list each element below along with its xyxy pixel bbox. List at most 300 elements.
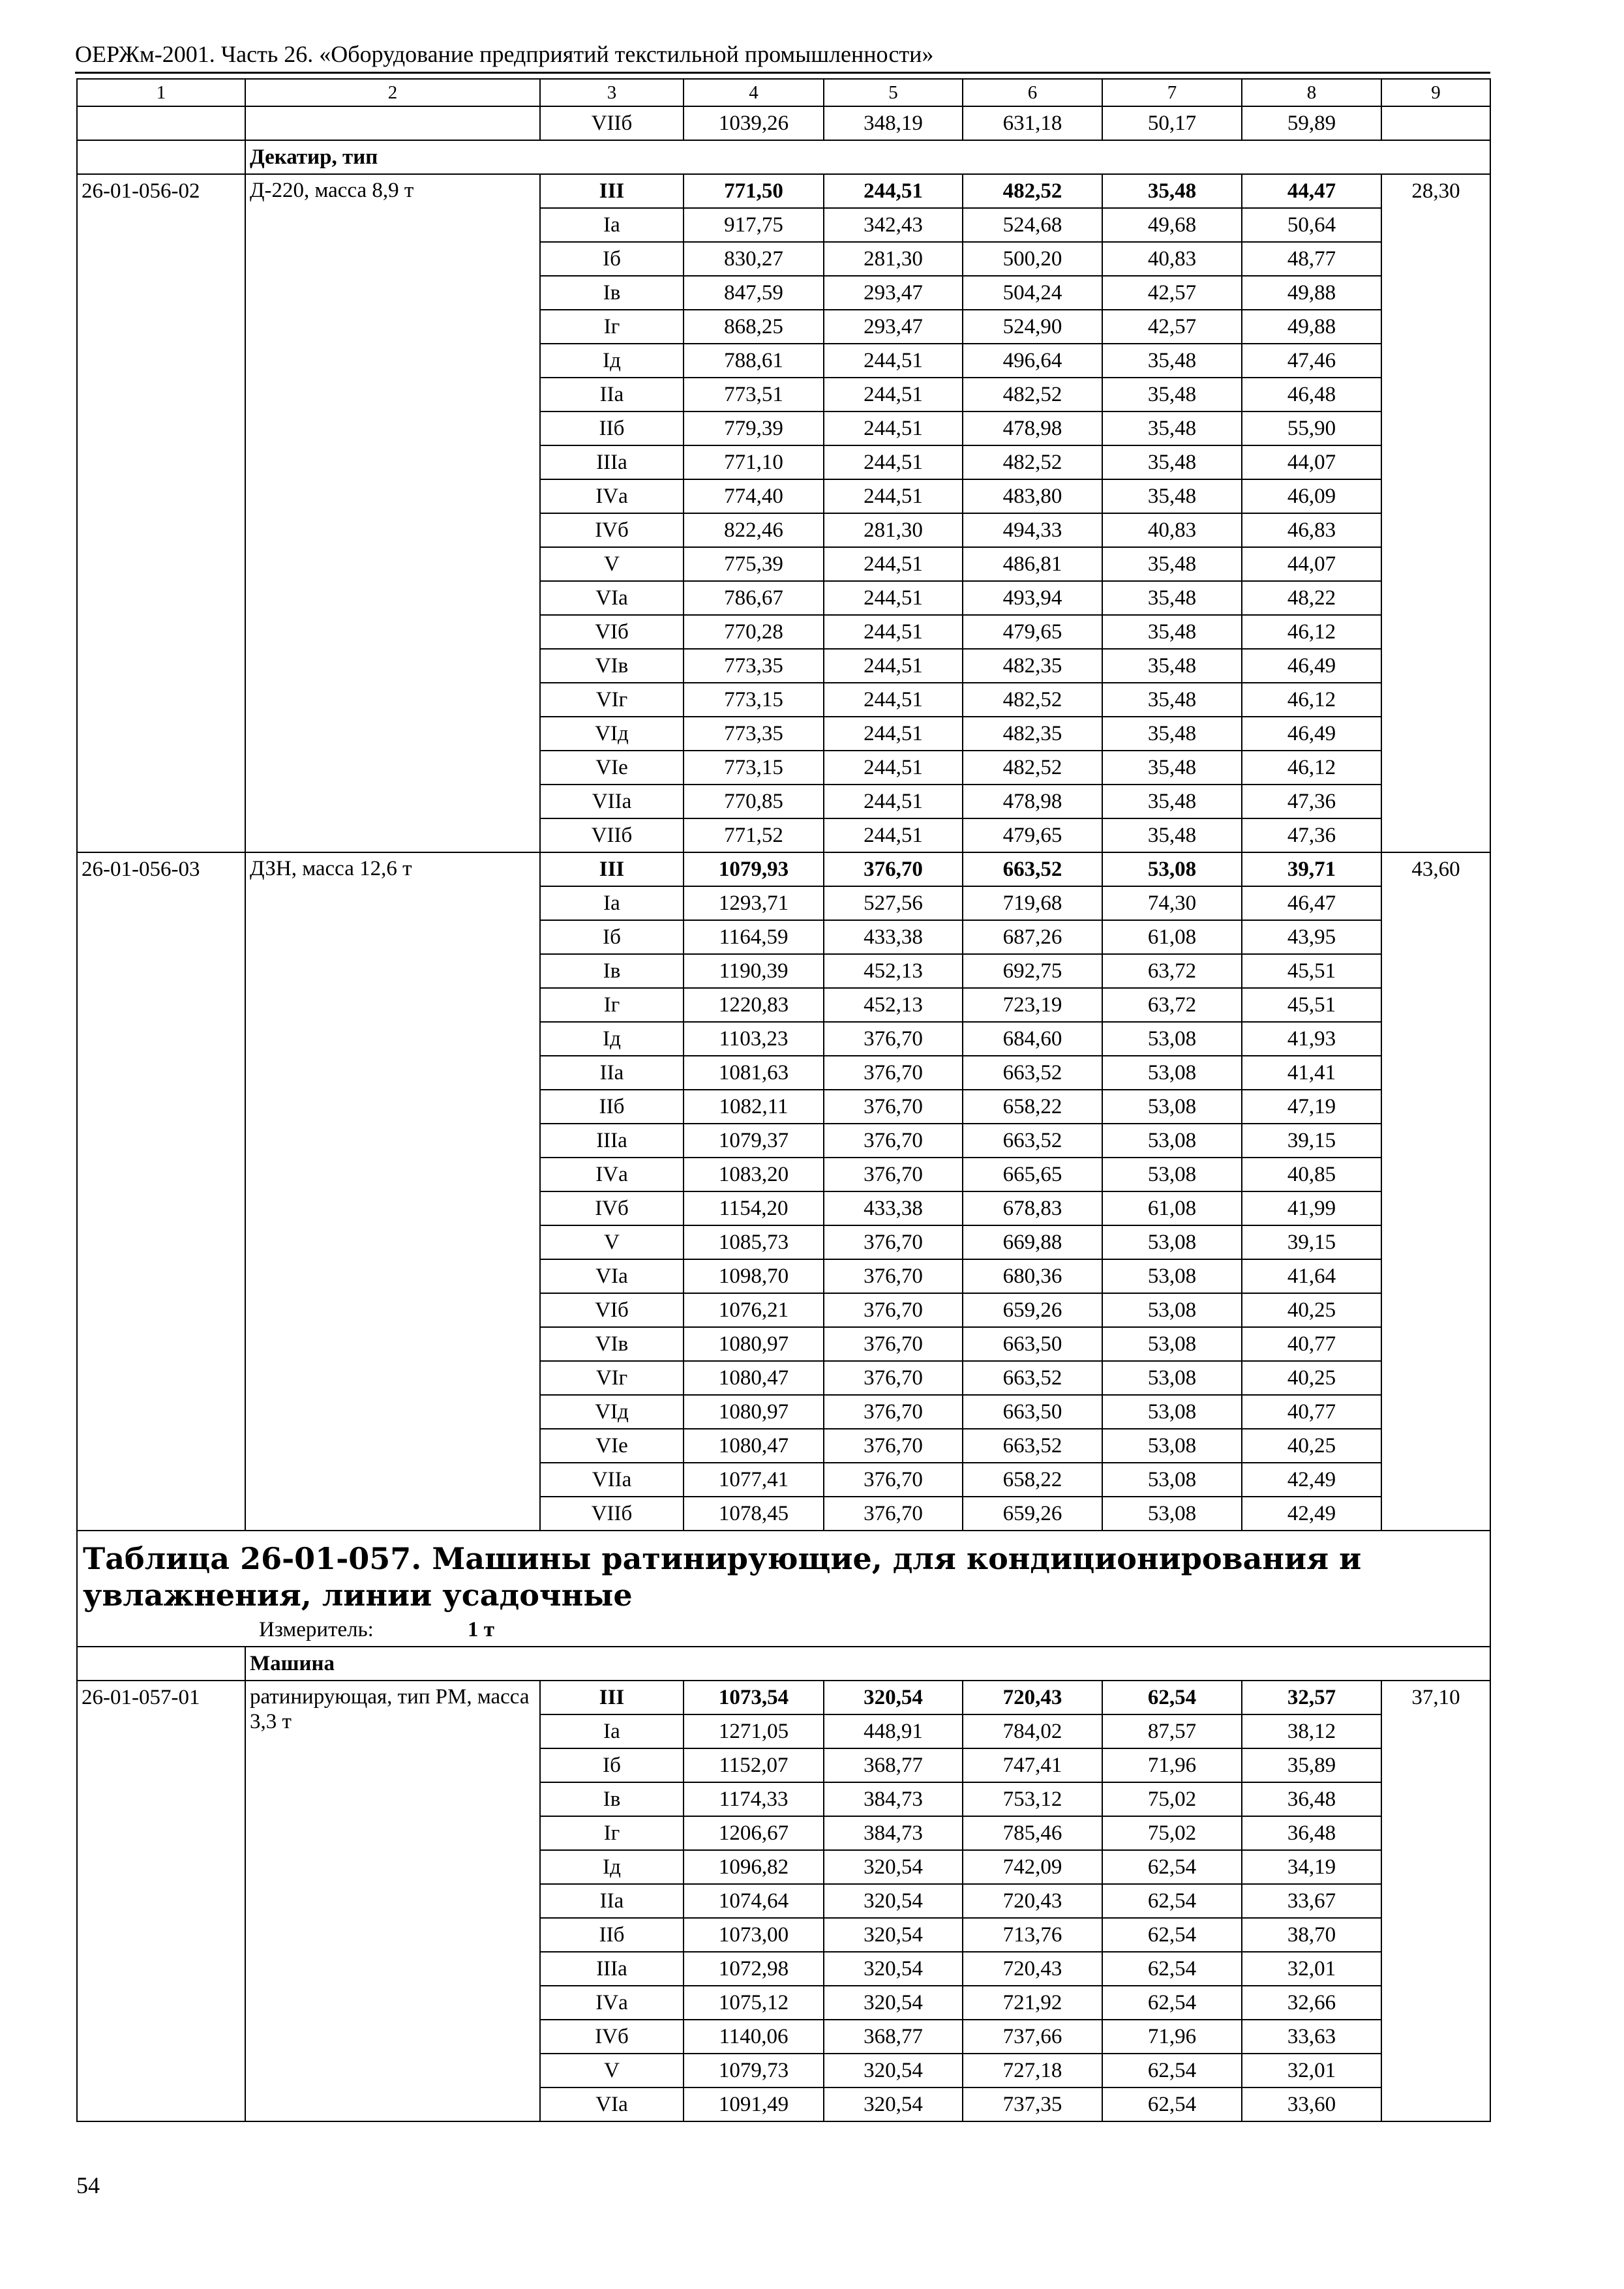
value-cell: 35,48 bbox=[1102, 785, 1242, 818]
value-cell: 680,36 bbox=[963, 1259, 1102, 1293]
value-cell: 39,71 bbox=[1242, 852, 1381, 886]
value-cell: 75,02 bbox=[1102, 1782, 1242, 1816]
value-cell: 47,36 bbox=[1242, 818, 1381, 852]
value-cell: 47,36 bbox=[1242, 785, 1381, 818]
value-cell: 320,54 bbox=[824, 1884, 963, 1918]
code-cell: 26-01-056-03 bbox=[77, 852, 245, 1531]
value-cell: 35,48 bbox=[1102, 174, 1242, 208]
value-cell: 44,07 bbox=[1242, 547, 1381, 581]
value-cell: 1076,21 bbox=[684, 1293, 824, 1327]
col9-cell: 37,10 bbox=[1381, 1681, 1490, 2121]
value-cell: 40,77 bbox=[1242, 1395, 1381, 1429]
table-row bbox=[77, 106, 1490, 140]
value-cell: 40,85 bbox=[1242, 1158, 1381, 1191]
value-cell: 244,51 bbox=[824, 174, 963, 208]
value-cell: 376,70 bbox=[824, 1293, 963, 1327]
value-cell: 723,19 bbox=[963, 988, 1102, 1022]
value-cell: 35,48 bbox=[1102, 751, 1242, 785]
value-cell: 384,73 bbox=[824, 1816, 963, 1850]
column-number: 3 bbox=[540, 79, 684, 106]
category-cell: III bbox=[540, 174, 684, 208]
value-cell: 527,56 bbox=[824, 886, 963, 920]
value-cell: 71,96 bbox=[1102, 2020, 1242, 2054]
value-cell: 452,13 bbox=[824, 954, 963, 988]
value-cell: 42,57 bbox=[1102, 276, 1242, 310]
category-cell: IVа bbox=[540, 1986, 684, 2020]
value-cell: 342,43 bbox=[824, 208, 963, 242]
value-cell: 663,50 bbox=[963, 1395, 1102, 1429]
category-cell: VIа bbox=[540, 2087, 684, 2121]
value-cell: 747,41 bbox=[963, 1748, 1102, 1782]
value-cell: 48,22 bbox=[1242, 581, 1381, 615]
value-cell: 40,83 bbox=[1102, 242, 1242, 276]
column-number: 6 bbox=[963, 79, 1102, 106]
blank-cell bbox=[245, 106, 540, 140]
value-cell: 62,54 bbox=[1102, 1884, 1242, 1918]
value-cell: 244,51 bbox=[824, 785, 963, 818]
value-cell: 293,47 bbox=[824, 276, 963, 310]
value-cell: 244,51 bbox=[824, 547, 963, 581]
value-cell: 479,65 bbox=[963, 615, 1102, 649]
col9-cell: 43,60 bbox=[1381, 852, 1490, 1531]
value-cell: 55,90 bbox=[1242, 411, 1381, 445]
value-cell: 1083,20 bbox=[684, 1158, 824, 1191]
table-row bbox=[77, 79, 1490, 106]
category-cell: Iб bbox=[540, 920, 684, 954]
value-cell: 53,08 bbox=[1102, 1056, 1242, 1090]
value-cell: 320,54 bbox=[824, 1681, 963, 1714]
value-cell: 482,52 bbox=[963, 174, 1102, 208]
value-cell: 53,08 bbox=[1102, 1259, 1242, 1293]
value-cell: 35,48 bbox=[1102, 547, 1242, 581]
value-cell: 47,46 bbox=[1242, 344, 1381, 378]
value-cell: 822,46 bbox=[684, 513, 824, 547]
value-cell: 1078,45 bbox=[684, 1497, 824, 1531]
value-cell: 784,02 bbox=[963, 1714, 1102, 1748]
value-cell: 663,52 bbox=[963, 1124, 1102, 1158]
value-cell: 40,25 bbox=[1242, 1361, 1381, 1395]
category-cell: IIIа bbox=[540, 1124, 684, 1158]
category-cell: Iб bbox=[540, 1748, 684, 1782]
value-cell: 1074,64 bbox=[684, 1884, 824, 1918]
value-cell: 1039,26 bbox=[684, 106, 824, 140]
value-cell: 1103,23 bbox=[684, 1022, 824, 1056]
value-cell: 33,67 bbox=[1242, 1884, 1381, 1918]
value-cell: 773,15 bbox=[684, 751, 824, 785]
value-cell: 348,19 bbox=[824, 106, 963, 140]
blank-cell bbox=[77, 140, 245, 174]
category-cell: Iа bbox=[540, 208, 684, 242]
column-number: 2 bbox=[245, 79, 540, 106]
value-cell: 775,39 bbox=[684, 547, 824, 581]
value-cell: 41,93 bbox=[1242, 1022, 1381, 1056]
value-cell: 35,48 bbox=[1102, 649, 1242, 683]
value-cell: 53,08 bbox=[1102, 1225, 1242, 1259]
value-cell: 35,48 bbox=[1102, 411, 1242, 445]
code-cell: 26-01-056-02 bbox=[77, 174, 245, 852]
value-cell: 779,39 bbox=[684, 411, 824, 445]
value-cell: 1075,12 bbox=[684, 1986, 824, 2020]
value-cell: 1073,00 bbox=[684, 1918, 824, 1952]
category-cell: VIг bbox=[540, 1361, 684, 1395]
column-number: 4 bbox=[684, 79, 824, 106]
value-cell: 40,25 bbox=[1242, 1293, 1381, 1327]
value-cell: 42,57 bbox=[1102, 310, 1242, 344]
value-cell: 482,52 bbox=[963, 751, 1102, 785]
category-cell: IIб bbox=[540, 411, 684, 445]
value-cell: 244,51 bbox=[824, 344, 963, 378]
category-cell: VIг bbox=[540, 683, 684, 717]
value-cell: 45,51 bbox=[1242, 954, 1381, 988]
value-cell: 320,54 bbox=[824, 1952, 963, 1986]
category-cell: Iг bbox=[540, 988, 684, 1022]
value-cell: 496,64 bbox=[963, 344, 1102, 378]
category-cell: Iд bbox=[540, 344, 684, 378]
table-row bbox=[77, 140, 1490, 174]
category-cell: IVб bbox=[540, 2020, 684, 2054]
value-cell: 43,95 bbox=[1242, 920, 1381, 954]
value-cell: 753,12 bbox=[963, 1782, 1102, 1816]
category-cell: IVа bbox=[540, 479, 684, 513]
category-cell: VIа bbox=[540, 581, 684, 615]
value-cell: 46,12 bbox=[1242, 751, 1381, 785]
category-cell: IIб bbox=[540, 1918, 684, 1952]
value-cell: 773,15 bbox=[684, 683, 824, 717]
value-cell: 281,30 bbox=[824, 242, 963, 276]
value-cell: 35,48 bbox=[1102, 378, 1242, 411]
value-cell: 41,99 bbox=[1242, 1191, 1381, 1225]
value-cell: 61,08 bbox=[1102, 1191, 1242, 1225]
category-cell: VIе bbox=[540, 1429, 684, 1463]
value-cell: 45,51 bbox=[1242, 988, 1381, 1022]
name-cell: Д-220, масса 8,9 т bbox=[245, 174, 540, 852]
value-cell: 320,54 bbox=[824, 1850, 963, 1884]
table-row bbox=[77, 852, 1490, 886]
category-cell: IIа bbox=[540, 1884, 684, 1918]
value-cell: 678,83 bbox=[963, 1191, 1102, 1225]
category-cell: IVб bbox=[540, 1191, 684, 1225]
value-cell: 53,08 bbox=[1102, 1022, 1242, 1056]
column-number: 5 bbox=[824, 79, 963, 106]
value-cell: 785,46 bbox=[963, 1816, 1102, 1850]
name-cell: ратинирующая, тип РМ, масса 3,3 т bbox=[245, 1681, 540, 2121]
value-cell: 32,01 bbox=[1242, 1952, 1381, 1986]
category-cell: IIа bbox=[540, 378, 684, 411]
value-cell: 719,68 bbox=[963, 886, 1102, 920]
value-cell: 478,98 bbox=[963, 785, 1102, 818]
value-cell: 721,92 bbox=[963, 1986, 1102, 2020]
category-cell: IIа bbox=[540, 1056, 684, 1090]
value-cell: 62,54 bbox=[1102, 1918, 1242, 1952]
value-cell: 1082,11 bbox=[684, 1090, 824, 1124]
value-cell: 46,49 bbox=[1242, 649, 1381, 683]
value-cell: 663,50 bbox=[963, 1327, 1102, 1361]
value-cell: 36,48 bbox=[1242, 1782, 1381, 1816]
value-cell: 482,52 bbox=[963, 683, 1102, 717]
value-cell: 41,41 bbox=[1242, 1056, 1381, 1090]
value-cell: 773,51 bbox=[684, 378, 824, 411]
value-cell: 44,07 bbox=[1242, 445, 1381, 479]
value-cell: 59,89 bbox=[1242, 106, 1381, 140]
value-cell: 33,63 bbox=[1242, 2020, 1381, 2054]
value-cell: 63,72 bbox=[1102, 988, 1242, 1022]
value-cell: 32,01 bbox=[1242, 2054, 1381, 2087]
category-cell: III bbox=[540, 1681, 684, 1714]
value-cell: 1080,97 bbox=[684, 1327, 824, 1361]
category-cell: VIд bbox=[540, 1395, 684, 1429]
value-cell: 62,54 bbox=[1102, 2054, 1242, 2087]
value-cell: 53,08 bbox=[1102, 852, 1242, 886]
value-cell: 376,70 bbox=[824, 1395, 963, 1429]
value-cell: 1073,54 bbox=[684, 1681, 824, 1714]
value-cell: 868,25 bbox=[684, 310, 824, 344]
value-cell: 368,77 bbox=[824, 2020, 963, 2054]
value-cell: 244,51 bbox=[824, 445, 963, 479]
value-cell: 692,75 bbox=[963, 954, 1102, 988]
value-cell: 486,81 bbox=[963, 547, 1102, 581]
value-cell: 737,66 bbox=[963, 2020, 1102, 2054]
value-cell: 39,15 bbox=[1242, 1124, 1381, 1158]
table-row bbox=[77, 1647, 1490, 1681]
value-cell: 1271,05 bbox=[684, 1714, 824, 1748]
value-cell: 53,08 bbox=[1102, 1090, 1242, 1124]
value-cell: 1079,93 bbox=[684, 852, 824, 886]
value-cell: 1079,73 bbox=[684, 2054, 824, 2087]
category-cell: VIIб bbox=[540, 106, 684, 140]
value-cell: 713,76 bbox=[963, 1918, 1102, 1952]
value-cell: 482,35 bbox=[963, 649, 1102, 683]
value-cell: 376,70 bbox=[824, 1158, 963, 1191]
value-cell: 62,54 bbox=[1102, 1681, 1242, 1714]
value-cell: 35,48 bbox=[1102, 479, 1242, 513]
category-cell: VIIб bbox=[540, 818, 684, 852]
category-cell: VIд bbox=[540, 717, 684, 751]
value-cell: 62,54 bbox=[1102, 1850, 1242, 1884]
category-cell: VIIа bbox=[540, 785, 684, 818]
value-cell: 1080,47 bbox=[684, 1429, 824, 1463]
value-cell: 87,57 bbox=[1102, 1714, 1242, 1748]
value-cell: 1098,70 bbox=[684, 1259, 824, 1293]
category-cell: VIIа bbox=[540, 1463, 684, 1497]
value-cell: 1140,06 bbox=[684, 2020, 824, 2054]
value-cell: 74,30 bbox=[1102, 886, 1242, 920]
value-cell: 773,35 bbox=[684, 717, 824, 751]
category-cell: VIб bbox=[540, 1293, 684, 1327]
blank-cell bbox=[77, 106, 245, 140]
table-row bbox=[77, 1531, 1490, 1647]
category-cell: V bbox=[540, 2054, 684, 2087]
category-cell: VIв bbox=[540, 649, 684, 683]
value-cell: 75,02 bbox=[1102, 1816, 1242, 1850]
value-cell: 737,35 bbox=[963, 2087, 1102, 2121]
value-cell: 1190,39 bbox=[684, 954, 824, 988]
value-cell: 1152,07 bbox=[684, 1748, 824, 1782]
value-cell: 376,70 bbox=[824, 1259, 963, 1293]
value-cell: 1085,73 bbox=[684, 1225, 824, 1259]
value-cell: 53,08 bbox=[1102, 1293, 1242, 1327]
value-cell: 771,10 bbox=[684, 445, 824, 479]
code-cell: 26-01-057-01 bbox=[77, 1681, 245, 2121]
value-cell: 320,54 bbox=[824, 1918, 963, 1952]
value-cell: 1174,33 bbox=[684, 1782, 824, 1816]
value-cell: 49,88 bbox=[1242, 310, 1381, 344]
value-cell: 46,48 bbox=[1242, 378, 1381, 411]
value-cell: 50,17 bbox=[1102, 106, 1242, 140]
value-cell: 53,08 bbox=[1102, 1361, 1242, 1395]
value-cell: 384,73 bbox=[824, 1782, 963, 1816]
value-cell: 631,18 bbox=[963, 106, 1102, 140]
category-cell: V bbox=[540, 547, 684, 581]
value-cell: 1079,37 bbox=[684, 1124, 824, 1158]
value-cell: 46,09 bbox=[1242, 479, 1381, 513]
value-cell: 368,77 bbox=[824, 1748, 963, 1782]
value-cell: 376,70 bbox=[824, 1090, 963, 1124]
value-cell: 42,49 bbox=[1242, 1463, 1381, 1497]
value-cell: 504,24 bbox=[963, 276, 1102, 310]
group-heading: Машина bbox=[245, 1647, 1490, 1681]
category-cell: IVб bbox=[540, 513, 684, 547]
value-cell: 244,51 bbox=[824, 378, 963, 411]
value-cell: 493,94 bbox=[963, 581, 1102, 615]
page-header: ОЕРЖм-2001. Часть 26. «Оборудование предприятий текстильной промышленности» bbox=[75, 41, 934, 67]
measure-line bbox=[83, 1613, 1484, 1646]
value-cell: 1091,49 bbox=[684, 2087, 824, 2121]
value-cell: 46,12 bbox=[1242, 615, 1381, 649]
value-cell: 244,51 bbox=[824, 751, 963, 785]
value-cell: 63,72 bbox=[1102, 954, 1242, 988]
column-number: 7 bbox=[1102, 79, 1242, 106]
value-cell: 742,09 bbox=[963, 1850, 1102, 1884]
value-cell: 244,51 bbox=[824, 615, 963, 649]
category-cell: V bbox=[540, 1225, 684, 1259]
col9-cell: 28,30 bbox=[1381, 174, 1490, 852]
value-cell: 727,18 bbox=[963, 2054, 1102, 2087]
value-cell: 720,43 bbox=[963, 1681, 1102, 1714]
value-cell: 53,08 bbox=[1102, 1463, 1242, 1497]
value-cell: 41,64 bbox=[1242, 1259, 1381, 1293]
value-cell: 684,60 bbox=[963, 1022, 1102, 1056]
value-cell: 46,49 bbox=[1242, 717, 1381, 751]
value-cell: 669,88 bbox=[963, 1225, 1102, 1259]
value-cell: 452,13 bbox=[824, 988, 963, 1022]
value-cell: 658,22 bbox=[963, 1090, 1102, 1124]
value-cell: 770,28 bbox=[684, 615, 824, 649]
value-cell: 1206,67 bbox=[684, 1816, 824, 1850]
value-cell: 773,35 bbox=[684, 649, 824, 683]
value-cell: 433,38 bbox=[824, 1191, 963, 1225]
value-cell: 720,43 bbox=[963, 1952, 1102, 1986]
value-cell: 376,70 bbox=[824, 1429, 963, 1463]
value-cell: 62,54 bbox=[1102, 1952, 1242, 1986]
value-cell: 658,22 bbox=[963, 1463, 1102, 1497]
category-cell: IIб bbox=[540, 1090, 684, 1124]
value-cell: 479,65 bbox=[963, 818, 1102, 852]
value-cell: 50,64 bbox=[1242, 208, 1381, 242]
value-cell: 38,70 bbox=[1242, 1918, 1381, 1952]
value-cell: 53,08 bbox=[1102, 1429, 1242, 1463]
category-cell: VIв bbox=[540, 1327, 684, 1361]
page-number: 54 bbox=[76, 2172, 100, 2198]
value-cell: 35,48 bbox=[1102, 445, 1242, 479]
measure-label: Измеритель: bbox=[259, 1618, 374, 1641]
value-cell: 40,77 bbox=[1242, 1327, 1381, 1361]
value-cell: 61,08 bbox=[1102, 920, 1242, 954]
value-cell: 35,48 bbox=[1102, 717, 1242, 751]
category-cell: VIIб bbox=[540, 1497, 684, 1531]
value-cell: 320,54 bbox=[824, 2087, 963, 2121]
value-cell: 244,51 bbox=[824, 581, 963, 615]
value-cell: 71,96 bbox=[1102, 1748, 1242, 1782]
value-cell: 244,51 bbox=[824, 717, 963, 751]
category-cell: Iв bbox=[540, 276, 684, 310]
category-cell: VIе bbox=[540, 751, 684, 785]
value-cell: 659,26 bbox=[963, 1497, 1102, 1531]
value-cell: 771,52 bbox=[684, 818, 824, 852]
value-cell: 482,52 bbox=[963, 445, 1102, 479]
column-number: 8 bbox=[1242, 79, 1381, 106]
value-cell: 483,80 bbox=[963, 479, 1102, 513]
rates-table bbox=[76, 78, 1491, 2122]
value-cell: 49,68 bbox=[1102, 208, 1242, 242]
value-cell: 376,70 bbox=[824, 1124, 963, 1158]
value-cell: 42,49 bbox=[1242, 1497, 1381, 1531]
value-cell: 46,83 bbox=[1242, 513, 1381, 547]
value-cell: 44,47 bbox=[1242, 174, 1381, 208]
value-cell: 376,70 bbox=[824, 1463, 963, 1497]
category-cell: Iв bbox=[540, 1782, 684, 1816]
value-cell: 53,08 bbox=[1102, 1395, 1242, 1429]
category-cell: IVа bbox=[540, 1158, 684, 1191]
value-cell: 32,66 bbox=[1242, 1986, 1381, 2020]
value-cell: 448,91 bbox=[824, 1714, 963, 1748]
table-title-cell bbox=[77, 1531, 1490, 1647]
value-cell: 35,48 bbox=[1102, 344, 1242, 378]
value-cell: 376,70 bbox=[824, 852, 963, 886]
value-cell: 830,27 bbox=[684, 242, 824, 276]
value-cell: 376,70 bbox=[824, 1225, 963, 1259]
value-cell: 376,70 bbox=[824, 1056, 963, 1090]
value-cell: 281,30 bbox=[824, 513, 963, 547]
blank-cell bbox=[1381, 106, 1490, 140]
category-cell: Iв bbox=[540, 954, 684, 988]
value-cell: 376,70 bbox=[824, 1361, 963, 1395]
category-cell: IIIа bbox=[540, 445, 684, 479]
value-cell: 1080,47 bbox=[684, 1361, 824, 1395]
value-cell: 35,48 bbox=[1102, 581, 1242, 615]
value-cell: 482,35 bbox=[963, 717, 1102, 751]
value-cell: 376,70 bbox=[824, 1022, 963, 1056]
value-cell: 32,57 bbox=[1242, 1681, 1381, 1714]
value-cell: 687,26 bbox=[963, 920, 1102, 954]
value-cell: 49,88 bbox=[1242, 276, 1381, 310]
value-cell: 1077,41 bbox=[684, 1463, 824, 1497]
value-cell: 1293,71 bbox=[684, 886, 824, 920]
value-cell: 500,20 bbox=[963, 242, 1102, 276]
value-cell: 376,70 bbox=[824, 1497, 963, 1531]
category-cell: VIб bbox=[540, 615, 684, 649]
value-cell: 46,12 bbox=[1242, 683, 1381, 717]
value-cell: 62,54 bbox=[1102, 2087, 1242, 2121]
category-cell: Iа bbox=[540, 886, 684, 920]
value-cell: 48,77 bbox=[1242, 242, 1381, 276]
column-number: 9 bbox=[1381, 79, 1490, 106]
value-cell: 1081,63 bbox=[684, 1056, 824, 1090]
value-cell: 40,25 bbox=[1242, 1429, 1381, 1463]
category-cell: Iа bbox=[540, 1714, 684, 1748]
category-cell: Iг bbox=[540, 1816, 684, 1850]
value-cell: 35,89 bbox=[1242, 1748, 1381, 1782]
value-cell: 53,08 bbox=[1102, 1124, 1242, 1158]
